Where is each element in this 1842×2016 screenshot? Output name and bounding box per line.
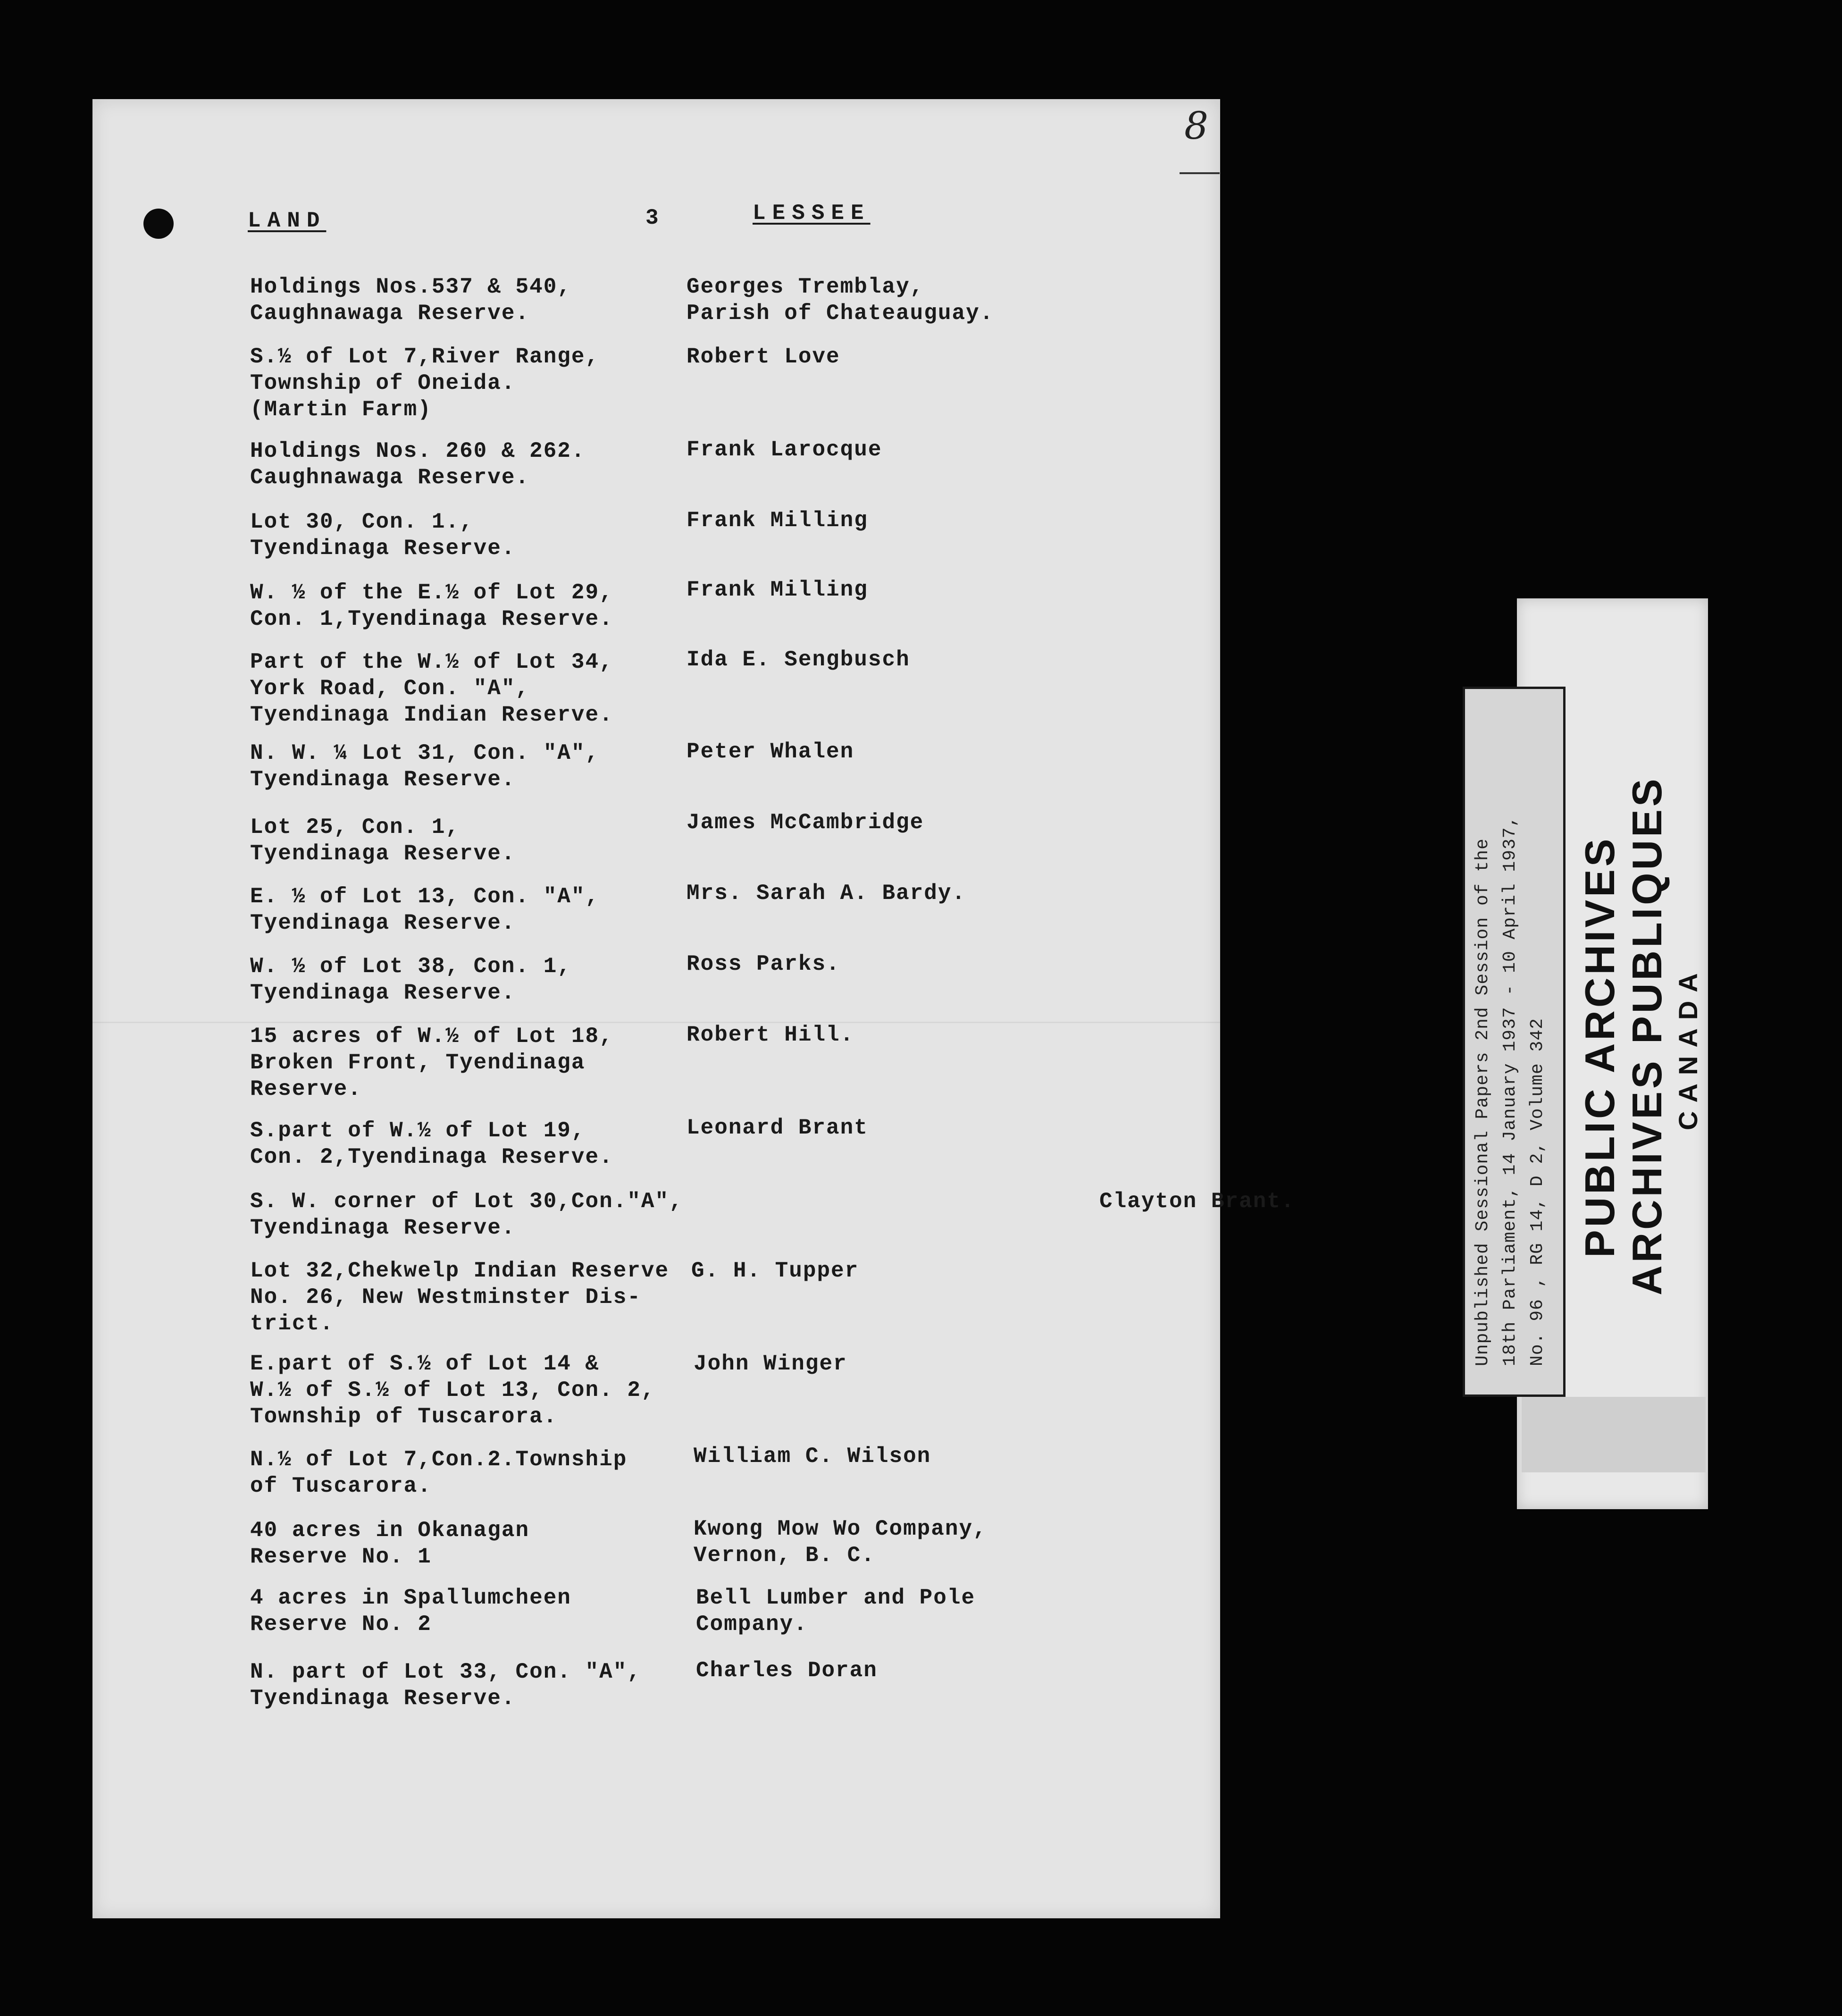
entry-land-description: Holdings Nos.537 & 540, Caughnawaga Reserve. (250, 275, 571, 326)
entry-lessee-name: Mrs. Sarah A. Bardy. (687, 881, 966, 906)
entry-land-description: 15 acres of W.½ of Lot 18, Broken Front, Tyendinaga Reserve. (250, 1024, 613, 1101)
land-column-heading: LAND (248, 209, 327, 233)
entry-lessee-name: Clayton Brant. (1099, 1189, 1295, 1214)
entry-lessee-name: Kwong Mow Wo Company, Vernon, B. C. (694, 1517, 987, 1568)
entry-land-description: N. part of Lot 33, Con. "A", Tyendinaga Reserve. (250, 1660, 641, 1711)
entry-land-description: N.½ of Lot 7,Con.2.Township of Tuscarora. (250, 1447, 628, 1498)
lessee-column-heading: LESSEE (753, 201, 871, 226)
entry-lessee-name: G. H. Tupper (691, 1259, 859, 1283)
entry-lessee-name: Robert Love (687, 344, 840, 369)
entry-lessee-name: Frank Larocque (687, 437, 882, 462)
archive-caption-line-1: Unpublished Sessional Papers 2nd Session of the (1473, 838, 1493, 1366)
entry-land-description: W. ½ of Lot 38, Con. 1, Tyendinaga Reserve. (250, 954, 571, 1005)
entry-lessee-name: Robert Hill. (687, 1023, 854, 1047)
entry-lessee-name: William C. Wilson (694, 1444, 931, 1469)
entry-lessee-name: Leonard Brant (687, 1116, 868, 1140)
entry-land-description: E. ½ of Lot 13, Con. "A", Tyendinaga Reserve. (250, 884, 600, 935)
entry-land-description: Holdings Nos. 260 & 262. Caughnawaga Reserve. (250, 439, 586, 490)
page-number: 3 (645, 206, 660, 230)
entry-lessee-name: Ida E. Sengbusch (687, 647, 910, 672)
entry-land-description: S.½ of Lot 7,River Range, Township of Oneida. (Martin Farm) (250, 344, 600, 422)
entry-lessee-name: Frank Milling (687, 578, 868, 602)
entry-land-description: W. ½ of the E.½ of Lot 29, Con. 1,Tyendinaga Reserve. (250, 580, 613, 631)
punch-hole (143, 209, 174, 239)
archives-publiques-label: ARCHIVES PUBLIQUES (1624, 776, 1670, 1295)
entry-lessee-name: John Winger (694, 1352, 847, 1376)
entry-land-description: S. W. corner of Lot 30,Con."A", Tyendinaga Reserve. (250, 1189, 683, 1240)
handwritten-page-mark: 8 (1184, 104, 1208, 148)
entry-lessee-name: Bell Lumber and Pole Company. (696, 1586, 976, 1637)
entry-land-description: S.part of W.½ of Lot 19, Con. 2,Tyendinaga Reserve. (250, 1118, 613, 1169)
entry-land-description: N. W. ¼ Lot 31, Con. "A", Tyendinaga Reserve. (250, 741, 600, 792)
entry-lessee-name: Charles Doran (696, 1658, 878, 1683)
entry-land-description: Part of the W.½ of Lot 34, York Road, Con. "A", Tyendinaga Indian Reserve. (250, 650, 613, 727)
entry-land-description: 4 acres in Spallumcheen Reserve No. 2 (250, 1586, 571, 1637)
entry-land-description: Lot 30, Con. 1., Tyendinaga Reserve. (250, 510, 516, 561)
archive-caption-line-3: No. 96 , RG 14, D 2, Volume 342 (1527, 1018, 1548, 1366)
entry-lessee-name: Peter Whalen (687, 739, 854, 764)
entry-land-description: 40 acres in Okanagan Reserve No. 1 (250, 1518, 530, 1569)
page-mark-underline (1180, 172, 1220, 174)
entry-lessee-name: Ross Parks. (687, 952, 840, 976)
entry-land-description: Lot 25, Con. 1, Tyendinaga Reserve. (250, 815, 516, 866)
entry-lessee-name: James McCambridge (687, 810, 924, 835)
archive-card-torn-edge (1522, 1397, 1706, 1472)
archive-caption-line-2: 18th Parliament, 14 January 1937 - 10 April 1937, (1500, 815, 1520, 1366)
entry-land-description: Lot 32,Chekwelp Indian Reserve No. 26, New Westminster Dis- trict. (250, 1259, 670, 1336)
entry-lessee-name: Frank Milling (687, 508, 868, 533)
entry-lessee-name: Georges Tremblay, Parish of Chateauguay. (687, 275, 994, 326)
entry-land-description: E.part of S.½ of Lot 14 & W.½ of S.½ of Lot 13, Con. 2, Township of Tuscarora. (250, 1352, 655, 1429)
public-archives-label: PUBLIC ARCHIVES (1576, 836, 1623, 1258)
canada-label: CANADA (1673, 965, 1703, 1130)
